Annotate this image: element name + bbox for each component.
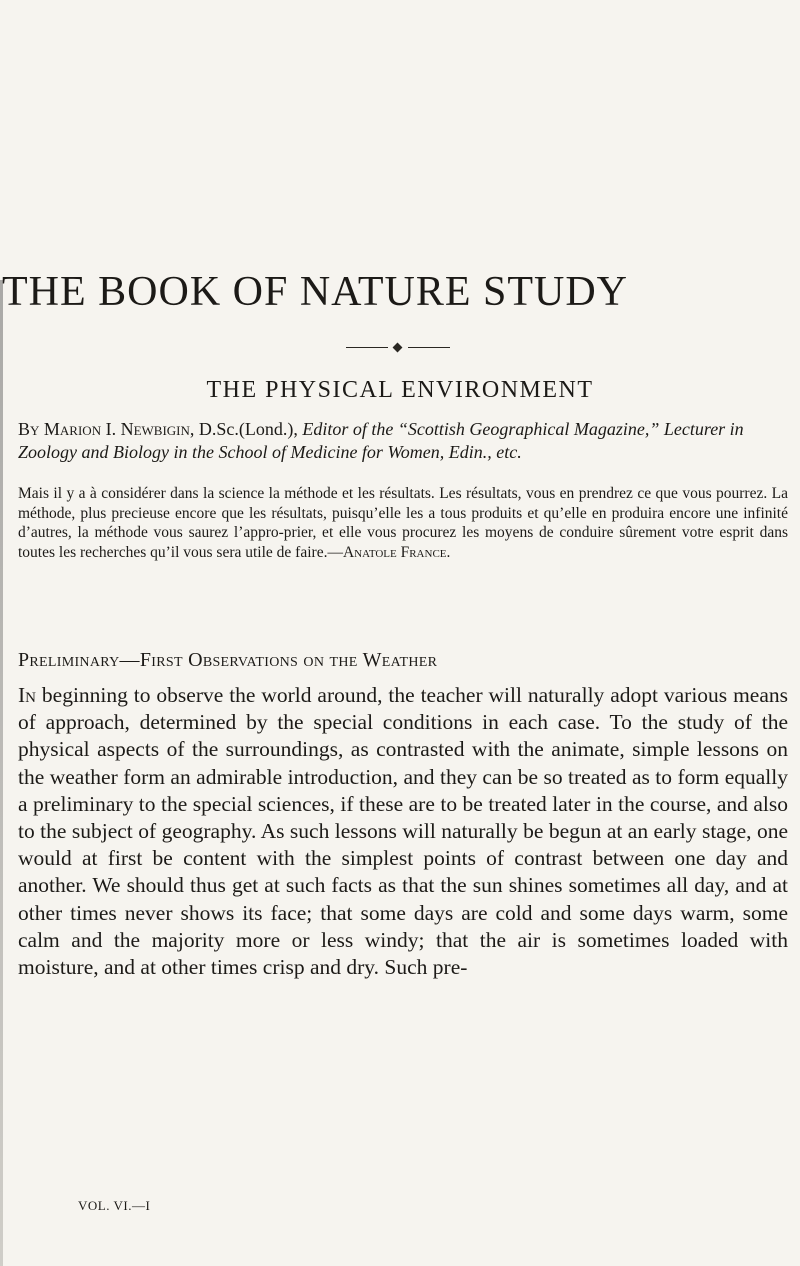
page-edge-shadow <box>0 280 3 1266</box>
chapter-title: THE PHYSICAL ENVIRONMENT <box>206 377 594 403</box>
epigraph <box>18 484 788 562</box>
book-title: THE BOOK OF NATURE STUDY <box>2 269 629 315</box>
body-paragraph <box>18 682 788 981</box>
epigraph-attribution: Anatole France. <box>342 543 451 561</box>
diamond-icon <box>393 343 403 353</box>
body-opening-word: In <box>18 683 36 707</box>
body-text: beginning to observe the world around, the teacher will naturally adopt various means of approach, determined by the special conditions in each case. To the study of the physical aspects of the surroundings, as contrasted with the animate, simple lessons on the weather form an admirable introduction, and they can be so treated as to form equally a preliminary to the special sciences, if these are to be treated later in the course, and also to the subject of geography. As such lessons will naturally be begun at an early stage, one would at first be content with the simplest points of contrast between one day and another. We should thus get at such facts as that the sun shines sometimes all day, and at other times never shows its face; that some days are cold and some days warm, some calm and the majority more or less windy; that the air is sometimes loaded with moisture, and at other times crisp and dry. Such pre- <box>18 683 788 980</box>
byline-degrees: D.Sc.(Lond.), <box>198 419 298 439</box>
ornament-rule-right <box>408 347 450 348</box>
section-heading: Preliminary—First Observations on the Weather <box>18 649 438 671</box>
byline <box>18 418 788 464</box>
byline-author: Marion I. Newbigin, <box>43 419 195 439</box>
ornament-divider <box>346 341 450 355</box>
folio-signature: VOL. VI.—I <box>78 1198 156 1214</box>
ornament-rule-left <box>346 347 388 348</box>
epigraph-text: Mais il y a à considérer dans la science la méthode et les résultats. Les résultats, vous en prendrez ce que vous pourrez. La méthode, plus precieuse encore que les résultats, puisqu’elle les a tous produits et qu’elle en produira encore une infinité d’autres, la méthode vous saurez l’appro-prier, et elle vous procurez les moyens de conduire sûrement votre esprit dans toutes les recherches qu’il vous sera utile de faire.— <box>18 485 788 561</box>
byline-roles: Editor of the “Scottish Geographical Magazine,” Lecturer in Zoology and Biology in the School of Medicine for Women, Edin., etc. <box>18 419 744 462</box>
byline-prefix: By <box>18 419 40 439</box>
